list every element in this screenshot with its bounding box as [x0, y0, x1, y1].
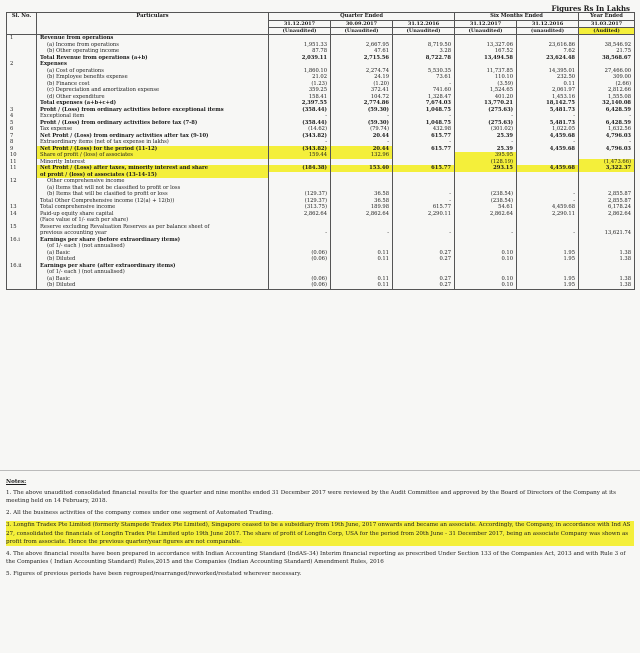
row-sl-no: 2: [7, 61, 37, 68]
table-header-row: [7, 13, 635, 21]
row-value: -: [269, 139, 331, 146]
row-label: Profit / (Loss) from ordinary activities before tax (7-8): [37, 120, 269, 127]
row-value: (129.37): [269, 191, 331, 198]
row-value: 3.28: [393, 48, 455, 55]
row-value: -: [331, 230, 393, 237]
row-value: 615.77: [393, 133, 455, 140]
row-value: (0.06): [269, 250, 331, 257]
row-value: 1.38: [579, 256, 635, 263]
row-value: 6,428.59: [579, 120, 635, 127]
row-label: (a) Income from operations: [37, 42, 269, 49]
row-label: Total Revenue from operations (a+b): [37, 55, 269, 62]
row-sl-no: 1: [7, 35, 37, 42]
row-label: previous accounting year: [37, 230, 269, 237]
row-value: 32,140.08: [579, 100, 635, 107]
row-value: 7.62: [517, 48, 579, 55]
row-value: 36.58: [331, 191, 393, 198]
row-value: (184.38): [269, 165, 331, 172]
row-label: Tax expense: [37, 126, 269, 133]
row-value: 3,322.37: [579, 165, 635, 172]
row-value: 2,061.97: [517, 87, 579, 94]
row-value: 7,674.03: [393, 100, 455, 107]
row-value: 2,397.55: [269, 100, 331, 107]
row-value: 2,715.56: [331, 55, 393, 62]
row-value: 615.77: [393, 204, 455, 211]
row-value: 5,530.35: [393, 68, 455, 75]
row-value: 359.25: [269, 87, 331, 94]
row-value: (1.20): [331, 81, 393, 88]
row-value: 0.11: [331, 256, 393, 263]
row-value: 1,048.75: [393, 107, 455, 114]
row-sl-no: 11: [7, 165, 37, 172]
figures-unit-label: Figures Rs In Lakhs: [551, 4, 630, 13]
row-value: -: [393, 198, 455, 205]
row-value: 2,774.86: [331, 100, 393, 107]
row-value: 0.11: [517, 81, 579, 88]
row-sl-no: 6: [7, 126, 37, 133]
row-label: Other comprehensive income: [37, 178, 269, 185]
row-value: (275.63): [455, 107, 517, 114]
row-value: -: [331, 139, 393, 146]
date-header: 31.12.2016: [393, 20, 455, 27]
row-value: (59.30): [331, 120, 393, 127]
row-value: (3.59): [455, 81, 517, 88]
row-value: 5,481.73: [517, 107, 579, 114]
row-value: 27,466.00: [579, 68, 635, 75]
row-value: 23,624.48: [517, 55, 579, 62]
row-value: 615.77: [393, 146, 455, 153]
row-sl-no: 16.ii: [7, 263, 37, 270]
row-value: -: [393, 230, 455, 237]
row-value: 1.38: [579, 276, 635, 283]
row-value: 293.15: [455, 165, 517, 172]
row-value: 1.95: [517, 250, 579, 257]
row-value: 21.02: [269, 74, 331, 81]
row-value: 36.58: [331, 198, 393, 205]
row-value: 4,459.68: [517, 133, 579, 140]
row-value: 13,621.74: [579, 230, 635, 237]
row-value: 432.98: [393, 126, 455, 133]
notes-section: [6, 478, 634, 582]
row-value: 1.95: [517, 282, 579, 289]
row-sl-no: 14: [7, 211, 37, 218]
row-value: 309.00: [579, 74, 635, 81]
row-value: 2,862.64: [579, 211, 635, 218]
row-value: 0.11: [331, 276, 393, 283]
row-value: 167.52: [455, 48, 517, 55]
row-label: Net Profit / (Loss) after taxes, minority interest and share: [37, 165, 269, 172]
row-value: -: [517, 191, 579, 198]
row-value: (275.63): [455, 120, 517, 127]
row-value: 6,178.24: [579, 204, 635, 211]
sl-no-header: Sl. No.: [7, 13, 37, 35]
row-value: -: [331, 113, 393, 120]
row-value: 0.27: [393, 250, 455, 257]
row-label: (b) Diluted: [37, 282, 269, 289]
row-sl-no: 5: [7, 120, 37, 127]
row-label: (b) Items that will be clasified to profit or loss: [37, 191, 269, 198]
row-value: (0.06): [269, 256, 331, 263]
row-value: 0.27: [393, 282, 455, 289]
row-value: 20.44: [331, 133, 393, 140]
row-value: [455, 35, 517, 42]
row-value: [269, 35, 331, 42]
row-value: 4,796.03: [579, 146, 635, 153]
row-label: (b) Diluted: [37, 256, 269, 263]
date-header: 31.12.2017: [269, 20, 331, 27]
note-3: 3. Longfin Tradex Pte Limited (formerly Stampede Tradex Pte Limited), Singapore ceased to be a subsidiary from 19th June, 2017 onwards and became an associate. Accordingly, the Company, in accordance with Ind AS 27, consolidated the financials of Longfin Tradex Pte Limited upto 19th June 2017. The share of profit of Longfin Corp, USA for the period from 20th June - 31 December 2017, being an associate Company was shown as profit from associate. Hence the previous quarter/year figures are not comparable.: [6, 521, 634, 545]
row-value: (14.62): [269, 126, 331, 133]
row-label: Earnings per share (before extraordinary items): [37, 237, 269, 244]
row-value: -: [517, 113, 579, 120]
row-label: (of 1/- each ) (not annualised): [37, 243, 269, 250]
row-label: Share of profit / (loss) of associates: [37, 152, 269, 159]
row-value: -: [269, 113, 331, 120]
row-label: Reserve excluding Revaluation Reserves as per balance sheet of: [37, 224, 269, 231]
row-value: 23,616.86: [517, 42, 579, 49]
row-value: 2,667.95: [331, 42, 393, 49]
row-label: Net Profit / (Loss) for the period (11-12): [37, 146, 269, 153]
row-sl-no: 10: [7, 152, 37, 159]
row-value: -: [269, 230, 331, 237]
row-value: -: [517, 198, 579, 205]
row-label: (d) Other expenditure: [37, 94, 269, 101]
row-value: (2.66): [579, 81, 635, 88]
row-value: 1.38: [579, 282, 635, 289]
row-value: 0.27: [393, 276, 455, 283]
row-label: Revenue from operations: [37, 35, 269, 42]
row-value: -: [393, 139, 455, 146]
row-label: Extraordinary items (net of tax expense in lakhs): [37, 139, 269, 146]
row-value: -: [579, 139, 635, 146]
row-value: 4,459.68: [517, 204, 579, 211]
row-value: 395.95: [455, 152, 517, 159]
row-sl-no: [7, 282, 37, 289]
row-value: 2,290.11: [517, 211, 579, 218]
row-sl-no: 13: [7, 204, 37, 211]
row-value: 1,328.47: [393, 94, 455, 101]
row-value: 8,719.50: [393, 42, 455, 49]
row-value: 4,796.03: [579, 133, 635, 140]
table-row: [7, 35, 635, 42]
status-header: (Unaudited): [269, 27, 331, 34]
row-value: 6,428.59: [579, 107, 635, 114]
row-sl-no: 8: [7, 139, 37, 146]
row-label: (b) Other operating income: [37, 48, 269, 55]
row-label: Profit / (Loss) from ordinary activities before exceptional items: [37, 107, 269, 114]
row-value: 0.11: [331, 282, 393, 289]
row-label: Exceptional item: [37, 113, 269, 120]
row-value: [331, 35, 393, 42]
row-value: 14,395.01: [517, 68, 579, 75]
row-value: 0.27: [393, 256, 455, 263]
row-value: (358.44): [269, 120, 331, 127]
row-value: (129.37): [269, 198, 331, 205]
row-value: 132.96: [331, 152, 393, 159]
status-header: (unaudited): [517, 27, 579, 34]
row-value: (343.82): [269, 133, 331, 140]
row-value: 110.10: [455, 74, 517, 81]
row-sl-no: 7: [7, 133, 37, 140]
note-4: 4. The above financial results have been prepared in accordance with Indian Accounting Standard (IndAS-34) Interim financial reporting as prescribed Under Section 133 of the Companies Act, 2013 and with Rule 3 of the Companies ( Indian Accounting Standard) Rules,2015 and the Companies (Indian Accounting Standard) Amendment Rules, 2016: [6, 550, 626, 565]
row-value: 1.38: [579, 250, 635, 257]
row-value: 1,453.16: [517, 94, 579, 101]
financial-results-table: [6, 12, 635, 290]
row-value: 401.20: [455, 94, 517, 101]
row-value: [579, 35, 635, 42]
row-value: 87.78: [269, 48, 331, 55]
row-value: (301.02): [455, 126, 517, 133]
row-sl-no: 3: [7, 107, 37, 114]
row-value: (1,473.66): [579, 159, 635, 166]
status-header-audited: (Audited): [579, 27, 635, 34]
row-value: 1,632.56: [579, 126, 635, 133]
row-label: Total Other Comprehensive income (12(a) + 12(b)): [37, 198, 269, 205]
row-label: of profit / (loss) of associates (13-14-15): [37, 172, 269, 179]
year-ended-header: Year Ended: [579, 13, 635, 21]
row-value: (238.54): [455, 191, 517, 198]
row-sl-no: 11: [7, 159, 37, 166]
row-value: 0.10: [455, 250, 517, 257]
row-value: 741.60: [393, 87, 455, 94]
row-value: 1,524.65: [455, 87, 517, 94]
row-value: 153.40: [331, 165, 393, 172]
row-value: 0.10: [455, 276, 517, 283]
particulars-header: Particulars: [37, 13, 269, 35]
row-value: [393, 35, 455, 42]
row-label: Minority Interest: [37, 159, 269, 166]
row-label: (a) Items that will not be classified to profit or loss: [37, 185, 269, 192]
row-label: Net Profit / (Loss) from ordinary activities after tax (9-10): [37, 133, 269, 140]
row-value: 13,494.58: [455, 55, 517, 62]
row-value: 2,855.87: [579, 191, 635, 198]
status-header: (Unaudited): [455, 27, 517, 34]
row-label: (a) Basic: [37, 250, 269, 257]
row-value: 232.50: [517, 74, 579, 81]
row-value: (358.44): [269, 107, 331, 114]
row-value: (59.30): [331, 107, 393, 114]
row-value: 2,855.87: [579, 198, 635, 205]
row-value: 8,722.78: [393, 55, 455, 62]
row-value: 1.95: [517, 256, 579, 263]
row-value: (313.75): [269, 204, 331, 211]
row-value: 0.10: [455, 282, 517, 289]
row-value: 47.61: [331, 48, 393, 55]
row-value: 54.61: [455, 204, 517, 211]
row-value: -: [393, 113, 455, 120]
row-value: 25.39: [455, 146, 517, 153]
row-value: -: [455, 113, 517, 120]
row-value: 38,568.67: [579, 55, 635, 62]
row-value: -: [517, 139, 579, 146]
row-value: 189.98: [331, 204, 393, 211]
row-value: 615.77: [393, 165, 455, 172]
table-row: [7, 282, 635, 289]
row-value: -: [455, 139, 517, 146]
row-value: 2,862.64: [455, 211, 517, 218]
row-label: Paid-up equity share capital: [37, 211, 269, 218]
status-header: (Unaudited): [393, 27, 455, 34]
status-header: (Unaudited): [331, 27, 393, 34]
date-header: 30.09.2017: [331, 20, 393, 27]
row-value: 158.41: [269, 94, 331, 101]
row-value: 5,481.73: [517, 120, 579, 127]
row-sl-no: 15: [7, 224, 37, 231]
row-label: Total expenses (a+b+c+d): [37, 100, 269, 107]
row-sl-no: 9: [7, 146, 37, 153]
row-value: (343.82): [269, 146, 331, 153]
row-value: 159.44: [269, 152, 331, 159]
row-label: Total comprehensive income: [37, 204, 269, 211]
row-value: (1.23): [269, 81, 331, 88]
row-value: 1,048.75: [393, 120, 455, 127]
note-5: 5. Figures of previous periods have been regrouped/rearranged/reworked/restated wherever necessary.: [6, 570, 302, 577]
date-header: 31.12.2016: [517, 20, 579, 27]
row-label: (of 1/- each ) (not annualised): [37, 269, 269, 276]
row-value: 73.61: [393, 74, 455, 81]
row-value: 18,142.75: [517, 100, 579, 107]
row-value: 104.72: [331, 94, 393, 101]
row-value: 13,327.06: [455, 42, 517, 49]
row-value: 372.41: [331, 87, 393, 94]
row-value: 2,812.66: [579, 87, 635, 94]
row-label: (b) Finance cost: [37, 81, 269, 88]
note-2: 2. All the business activities of the company comes under one segment of Automated Trading.: [6, 510, 274, 517]
row-value: (128.19): [455, 159, 517, 166]
row-value: 4,459.68: [517, 146, 579, 153]
row-value: -: [393, 81, 455, 88]
row-value: -: [579, 113, 635, 120]
row-label: (Face value of 1/- each per share): [37, 217, 269, 224]
row-value: 1,860.10: [269, 68, 331, 75]
row-value: 24.19: [331, 74, 393, 81]
row-sl-no: 4: [7, 113, 37, 120]
row-label: (c) Depreciation and amortization expense: [37, 87, 269, 94]
date-header: 31.12.2017: [455, 20, 517, 27]
date-header: 31.03.2017: [579, 20, 635, 27]
divider: [0, 470, 640, 471]
row-value: 2,039.11: [269, 55, 331, 62]
row-value: 2,274.74: [331, 68, 393, 75]
row-value: 0.11: [331, 250, 393, 257]
row-value: 11,737.85: [455, 68, 517, 75]
row-value: 25.39: [455, 133, 517, 140]
row-label: (b) Employee benefits expense: [37, 74, 269, 81]
row-value: -: [455, 230, 517, 237]
row-value: 13,770.21: [455, 100, 517, 107]
row-value: 1.95: [517, 276, 579, 283]
row-value: [517, 35, 579, 42]
row-value: -: [393, 191, 455, 198]
row-value: (79.74): [331, 126, 393, 133]
note-1: 1. The above unaudited consolidated financial results for the quarter and nine months ended 31 December 2017 were reviewed by the Audit Committee and approved by the Board of Directors of the Company at its meeting held on 14 February, 2018.: [6, 490, 616, 505]
row-value: 2,862.64: [269, 211, 331, 218]
row-value: 20.44: [331, 146, 393, 153]
row-value: 1,951.33: [269, 42, 331, 49]
row-value: 2,290.11: [393, 211, 455, 218]
row-value: -: [517, 230, 579, 237]
row-label: Earnings per share (after extraordinary items): [37, 263, 269, 270]
row-value: 1,022.05: [517, 126, 579, 133]
row-value: 0.10: [455, 256, 517, 263]
row-value: (238.54): [455, 198, 517, 205]
row-label: Expenses: [37, 61, 269, 68]
row-sl-no: 16.i: [7, 237, 37, 244]
row-value: 4,459.68: [517, 165, 579, 172]
row-sl-no: 12: [7, 178, 37, 185]
six-months-ended-header: Six Months Ended: [455, 13, 579, 21]
row-label: (a) Basic: [37, 276, 269, 283]
row-value: 2,862.64: [331, 211, 393, 218]
notes-title: Notes:: [6, 479, 27, 485]
row-value: 38,546.92: [579, 42, 635, 49]
row-label: (a) Cost of operations: [37, 68, 269, 75]
row-value: 21.75: [579, 48, 635, 55]
row-value: (0.06): [269, 282, 331, 289]
row-value: 1,555.08: [579, 94, 635, 101]
quarter-ended-header: Quarter Ended: [269, 13, 455, 21]
row-value: (0.06): [269, 276, 331, 283]
